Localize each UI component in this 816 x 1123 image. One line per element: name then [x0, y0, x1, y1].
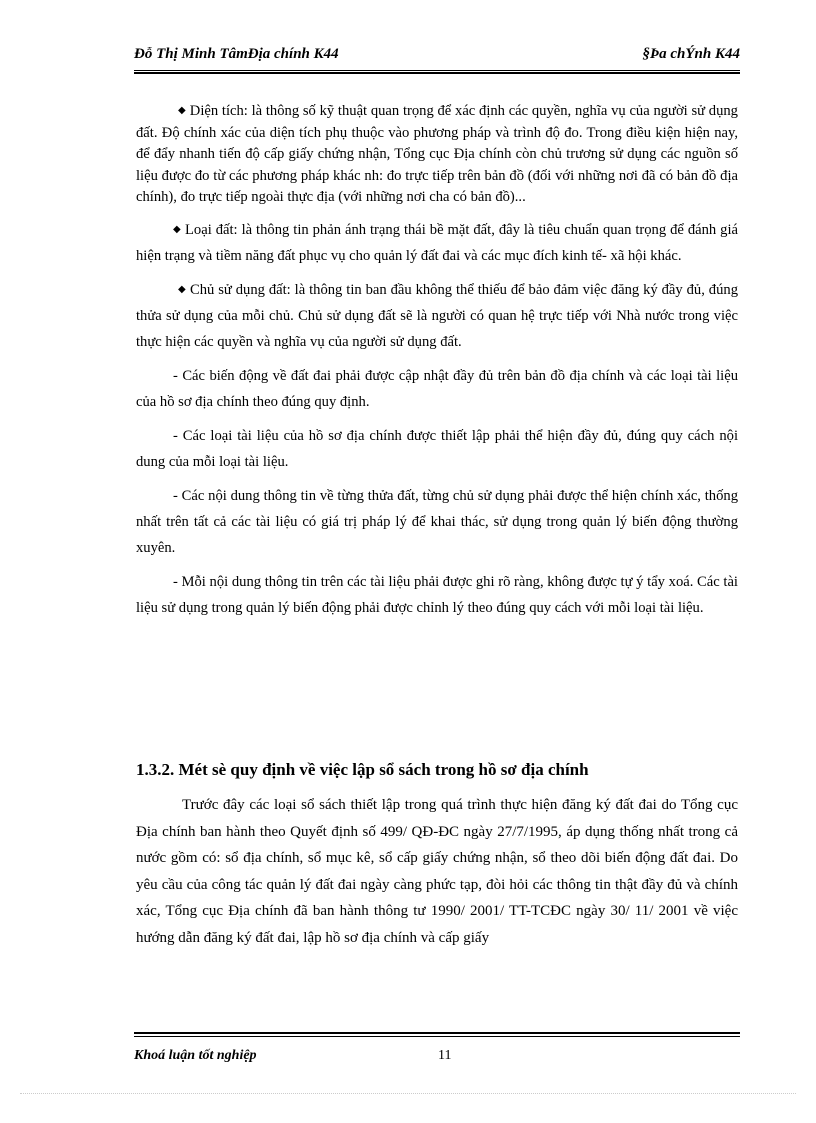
paragraph-recording: - Mỗi nội dung thông tin trên các tài liệu phải được ghi rõ ràng, không được tự ý tẩy xoá. Các tài liệu sử dụng trong quản lý biến động phải được chỉnh lý theo đúng quy cách với mỗi loại tài liệu.: [136, 573, 738, 616]
footer-title: Khoá luận tốt nghiệp: [134, 1048, 257, 1063]
header-rule-thick: [134, 70, 740, 71]
body-content: [136, 100, 738, 621]
paragraph-changes: - Các biến động về đất đai phải được cập nhật đầy đủ trên bản đồ địa chính và các loại tài liệu của hồ sơ địa chính theo đúng quy định.: [136, 367, 738, 410]
header-author: Đỗ Thị Minh TâmĐịa chính K44: [134, 46, 339, 62]
header-rule: [134, 72, 740, 74]
page-number: 11: [438, 1048, 452, 1063]
section-body: [136, 792, 738, 951]
paragraph-information: - Các nội dung thông tin về từng thửa đất, từng chủ sử dụng phải được thể hiện chính xác, thống nhất trên tất cả các tài liệu có giá trị pháp lý để khai thác, sử dụng trong quản lý biến động thường xuyên.: [136, 487, 738, 556]
paragraph-area: ◆ Diện tích: là thông số kỹ thuật quan trọng để xác định các quyền, nghĩa vụ của người sử dụng đất. Độ chính xác của diện tích phụ thuộc vào phương pháp và trình độ đo. Trong điều kiện hiện nay, để đẩy nhanh tiến độ cấp giấy chứng nhận, Tổng cục Địa chính còn chủ trương sử dụng các nguồn số liệu được đo từ các phương pháp khác nh: đo trực tiếp trên bản đồ (đối với những nơi đã có bản đồ địa chính), đo trực tiếp ngoài thực địa (với những nơi cha có bản đồ)...: [136, 103, 738, 206]
page-bottom-border: [20, 1093, 796, 1094]
paragraph-documents: - Các loại tài liệu của hồ sơ địa chính được thiết lập phải thể hiện đầy đủ, đúng quy cách nội dung của mỗi loại tài liệu.: [136, 427, 738, 470]
header-department: §Þa chÝnh K44: [642, 46, 740, 62]
diamond-bullet-icon: ◆: [173, 223, 182, 235]
diamond-bullet-icon: ◆: [178, 283, 186, 295]
page-header: [134, 40, 740, 68]
paragraph-land-user: ◆ Chủ sử dụng đất: là thông tin ban đầu không thể thiếu để bảo đảm việc đăng ký đầy đủ, đúng thửa sử dụng của mỗi chủ. Chủ sử dụng đất sẽ là người có quan hệ trực tiếp với Nhà nước trong việc thực hiện các quyền và nghĩa vụ của người sử dụng đất.: [136, 281, 738, 350]
footer-rule: [134, 1032, 740, 1034]
footer-rule-thin: [134, 1036, 740, 1037]
diamond-bullet-icon: ◆: [178, 105, 186, 116]
section-paragraph: Trước đây các loại sổ sách thiết lập trong quá trình thực hiện đăng ký đất đai do Tổng cục Địa chính ban hành theo Quyết định số 499/ QĐ-ĐC ngày 27/7/1995, áp dụng thống nhất trong cả nước gồm có: sổ địa chính, sổ mục kê, sổ cấp giấy chứng nhận, sổ theo dõi biến động đất đai. Do yêu cầu của công tác quản lý đất đai ngày càng phức tạp, đòi hỏi các thông tin thật đầy đủ và chính xác, Tổng cục Địa chính đã ban hành thông tư 1990/ 2001/ TT-TCĐC ngày 30/ 11/ 2001 về việc hướng dẫn đăng ký đất đai, lập hồ sơ địa chính và cấp giấy: [136, 797, 738, 946]
paragraph-land-type: ◆ Loại đất: là thông tin phản ánh trạng thái bề mặt đất, đây là tiêu chuẩn quan trọng để đánh giá hiện trạng và tiềm năng đất phục vụ cho quản lý đất đai và các mục đích kinh tế- xã hội khác.: [136, 221, 738, 264]
section-heading: 1.3.2. Mét sè quy định về việc lập sổ sách trong hồ sơ địa chính: [136, 760, 589, 779]
